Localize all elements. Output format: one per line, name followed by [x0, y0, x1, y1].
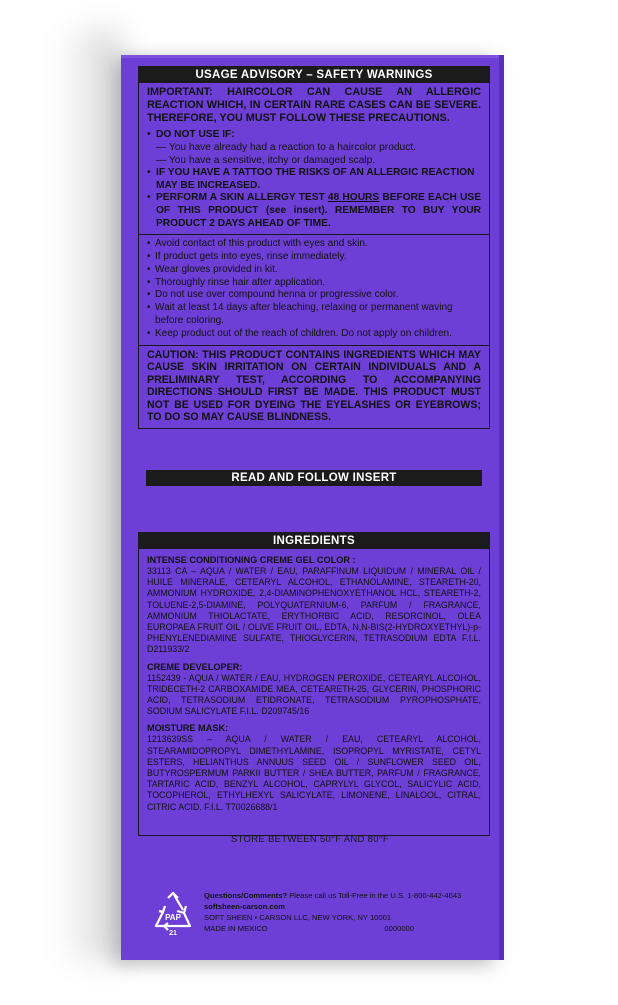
recycle-icon — [150, 890, 196, 936]
skin-test-hours: 48 HOURS — [327, 192, 380, 204]
recycle-label: PAP — [165, 913, 181, 922]
skin-test-text — [156, 192, 481, 230]
read-insert-banner: READ AND FOLLOW INSERT — [146, 470, 482, 486]
tip-text: Avoid contact of this product with eyes and skin. — [155, 238, 368, 250]
bullet: • — [147, 327, 151, 339]
box-top-edge — [121, 55, 499, 58]
usage-advisory-header: USAGE ADVISORY – SAFETY WARNINGS — [139, 67, 489, 83]
tip-item — [147, 302, 481, 328]
bullet: • — [147, 289, 151, 301]
tip-item — [147, 277, 481, 290]
questions-label: Questions/Comments? — [204, 891, 288, 900]
bullet: • — [147, 263, 151, 275]
bullet: • — [147, 129, 151, 141]
handling-tips-list — [147, 238, 481, 340]
tip-item — [147, 238, 481, 251]
skin-test-text-a: PERFORM A SKIN ALLERGY TEST — [156, 192, 328, 204]
mask-title: MOISTURE MASK: — [147, 723, 229, 734]
caution-section — [139, 346, 489, 429]
origin-line — [204, 923, 494, 934]
developer-ingredients: 1152439 - AQUA / WATER / EAU, HYDROGEN PEROXIDE, CETEARYL ALCOHOL, TRIDECETH-2 CARBOXAMIDE MEA, CETEARETH-25, GLYCERIN, PHOSPHORIC ACID, TETRASODIUM ETIDRONATE, TETRASODIUM PYROPHOSPHATE, SODIUM SALICYLATE F.I.L. D209745/16 — [147, 672, 481, 717]
mask-ingredients: 1213639SS – AQUA / WATER / EAU, CETEARYL ALCOHOL, STEARAMIDOPROPYL DIMETHYLAMINE, ISOPROPYL MYRISTATE, CETYL ESTERS, HELIANTHUS ANNUUS SEED OIL / SUNFLOWER SEED OIL, BUTYROSPERMUM PARKII BUTTER / SHEA BUTTER, PARFUM / FRAGRANCE, TARTARIC ACID, BENZYL ALCOHOL, CAPRYLYL GLYCOL, SALICYLIC ACID, TOCOPHEROL, ETHYLHEXYL SALICYLATE, LIMONENE, LINALOOL, CITRAL, CITRIC ACID. F.I.L. T70026688/1 — [147, 734, 481, 812]
questions-line — [204, 890, 494, 901]
precautions-list — [147, 129, 481, 230]
tip-item — [147, 264, 481, 277]
do-not-use-label: DO NOT USE IF: — [156, 129, 235, 141]
bullet: • — [147, 250, 151, 262]
reason-item: — You have already had a reaction to a haircolor product. — [156, 141, 416, 153]
do-not-use-item — [147, 129, 481, 142]
tip-item — [147, 251, 481, 264]
ingredients-panel — [138, 532, 490, 836]
tip-text: Keep product out of the reach of children. Do not apply on children. — [155, 327, 452, 339]
tattoo-warning-item — [147, 167, 481, 192]
tip-text: Do not use over compound henna or progressive color. — [155, 289, 399, 301]
bullet: • — [147, 276, 151, 288]
lot-code: 0000000 — [384, 924, 414, 933]
made-in-text: MADE IN MEXICO — [204, 924, 268, 933]
handling-tips-section — [139, 235, 489, 345]
tip-text: Wear gloves provided in kit. — [155, 263, 278, 275]
bullet: • — [147, 192, 151, 204]
gel-color-title: INTENSE CONDITIONING CREME GEL COLOR : — [147, 555, 356, 565]
bullet: • — [147, 238, 151, 250]
ingredients-body — [139, 549, 489, 825]
tip-text: Wait at least 14 days after bleaching, relaxing or permanent waving before coloring. — [155, 302, 453, 326]
tattoo-warning-text: IF YOU HAVE A TATTOO THE RISKS OF AN ALLERGIC REACTION MAY BE INCREASED. — [156, 167, 475, 191]
tip-text: Thoroughly rinse hair after application. — [155, 276, 326, 288]
skin-test-text-b: BEFORE EACH USE OF THIS PRODUCT (see insert). REMEMBER TO BUY YOUR PRODUCT 2 DAYS AHEAD OF TIME. — [156, 192, 481, 229]
recycle-number: 21 — [169, 930, 177, 936]
skin-test-item — [147, 192, 481, 230]
gel-color-ingredients: 33113 CA – AQUA / WATER / EAU, PARAFFINUM LIQUIDUM / MINERAL OIL / HUILE MINERALE, CETEARYL ALCOHOL, ETHANOLAMINE, STEARETH-20, AMMONIUM HYDROXIDE, 2,4-DIAMINOPHENOXYETHANOL HCL, STEARETH-2, TOLUENE-2,5-DIAMINE, POLYQUATERNIUM-6, PARFUM / FRAGRANCE, AMMONIUM THIOLACTATE, ERYTHORBIC ACID, RESORCINOL, OLEA EUROPAEA FRUIT OIL / OLIVE FRUIT OIL, EDTA, N,N-BIS(2-HYDROXYETHYL)-p-PHENYLENEDIAMINE SULFATE, THIOGLYCERIN, TETRASODIUM EDTA F.I.L. D211933/2 — [147, 566, 481, 655]
tip-text: If product gets into eyes, rinse immediately. — [155, 250, 347, 262]
developer-title: CREME DEVELOPER: — [147, 661, 243, 672]
ingredients-header: INGREDIENTS — [139, 533, 489, 549]
questions-text: Please call us Toll-Free in the U.S. 1-800-442-4643 — [287, 891, 462, 900]
website-link[interactable]: softsheen-carson.com — [204, 902, 286, 911]
tip-item — [147, 328, 481, 341]
box-side-edge — [499, 55, 504, 960]
bullet: • — [147, 302, 151, 314]
allergy-warning-section — [139, 83, 489, 235]
company-address: SOFT SHEEN • CARSON LLC, NEW YORK, NY 10001 — [204, 913, 392, 922]
footer-text — [204, 890, 494, 934]
usage-advisory-panel — [138, 66, 490, 429]
important-warning: IMPORTANT: HAIRCOLOR CAN CAUSE AN ALLERGIC REACTION WHICH, IN CERTAIN RARE CASES CAN BE SEVERE. THEREFORE, YOU MUST FOLLOW THESE PRECAUTIONS. — [147, 86, 481, 124]
tip-item — [147, 289, 481, 302]
box-shadow — [60, 30, 120, 960]
reason-item: — You have a sensitive, itchy or damaged scalp. — [156, 154, 376, 166]
caution-text: CAUTION: THIS PRODUCT CONTAINS INGREDIENTS WHICH MAY CAUSE SKIN IRRITATION ON CERTAIN INDIVIDUALS AND A PRELIMINARY TEST, ACCORDING TO ACCOMPANYING DIRECTIONS SHOULD FIRST BE MADE. THIS PRODUCT MUST NOT BE USED FOR DYEING THE EYELASHES OR EYEBROWS; TO DO SO MAY CAUSE BLINDNESS. — [147, 348, 481, 424]
storage-instructions: STORE BETWEEN 50°F AND 80°F — [230, 834, 390, 845]
bullet: • — [147, 167, 151, 179]
